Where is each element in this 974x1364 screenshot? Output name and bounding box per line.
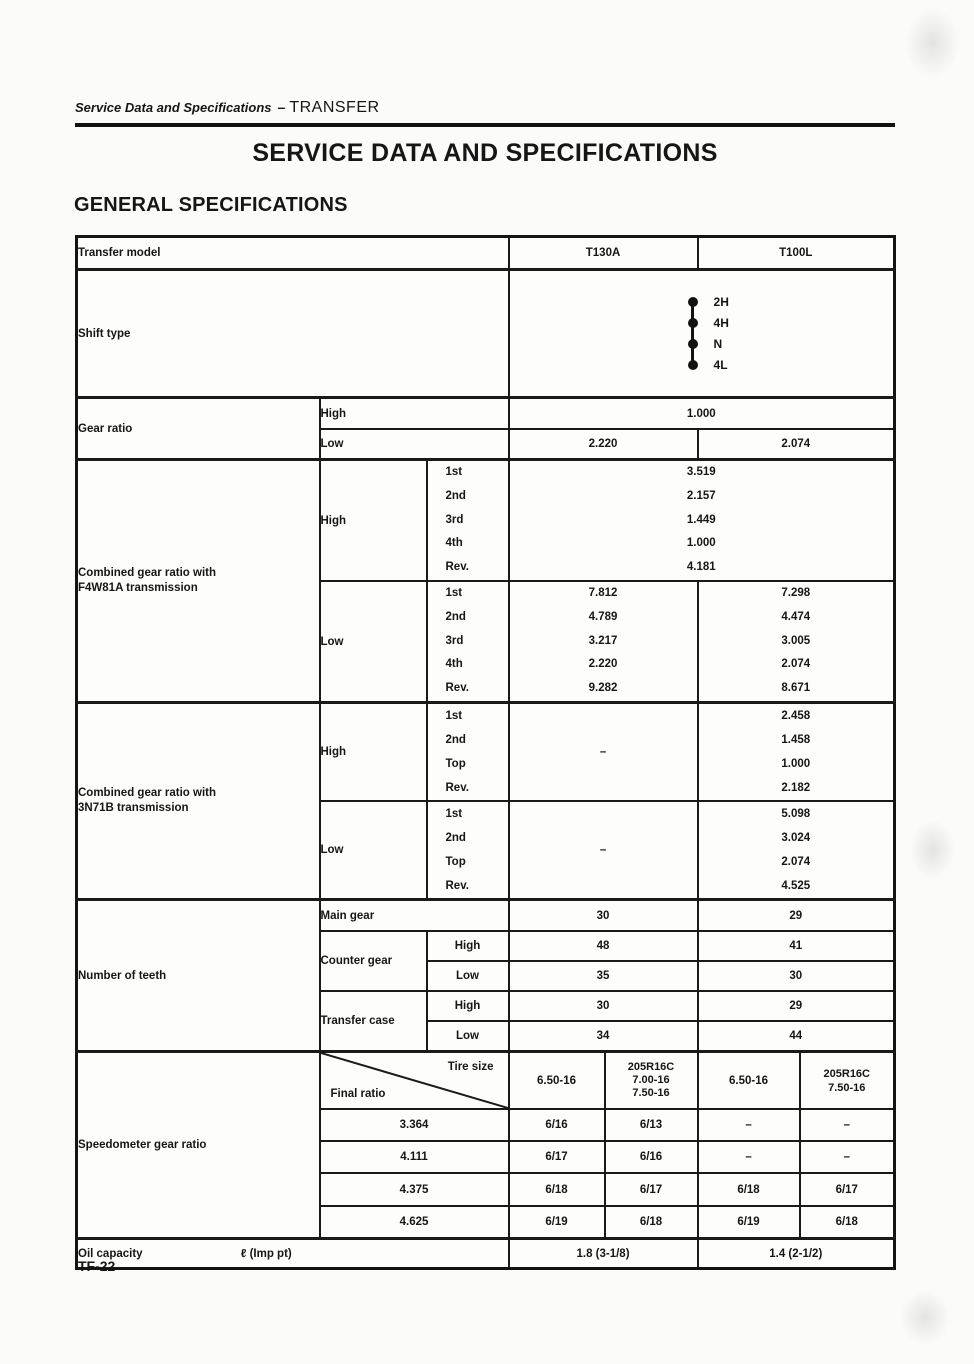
- tire-col-2: 205R16C 7.00-16 7.50-16: [605, 1052, 698, 1110]
- c3n71b-low-gears: 1st 2nd Top Rev.: [427, 801, 509, 900]
- f4w81a-low-t130a-values: 7.812 4.789 3.217 2.220 9.282: [509, 581, 698, 703]
- shift-dot-icon: [688, 360, 698, 370]
- shift-type-label: Shift type: [77, 270, 509, 398]
- shift-dot-icon: [688, 297, 698, 307]
- counter-high-t130a: 48: [509, 931, 698, 961]
- speedo-value: 6/19: [509, 1206, 605, 1239]
- f4w81a-high-label: High: [320, 460, 427, 582]
- shift-position-label: N: [713, 337, 723, 351]
- gear-ratio-low-t100l: 2.074: [698, 429, 895, 460]
- gear-ratio-high-label: High: [320, 398, 509, 430]
- f4w81a-high-gears: 1st 2nd 3rd 4th Rev.: [427, 460, 509, 582]
- f4w81a-low-t100l-values: 7.298 4.474 3.005 2.074 8.671: [698, 581, 895, 703]
- page-number: TF-22: [78, 1258, 116, 1274]
- gear-ratio-label: Gear ratio: [77, 398, 320, 460]
- f4w81a-label-line2: F4W81A transmission: [78, 582, 198, 594]
- final-ratio-label: Final ratio: [330, 1088, 386, 1100]
- page-title: SERVICE DATA AND SPECIFICATIONS: [252, 139, 718, 167]
- final-ratio-value: 4.625: [320, 1206, 509, 1239]
- oil-capacity-unit: ℓ (Imp pt): [240, 1247, 292, 1260]
- f4w81a-high-values: 3.519 2.157 1.449 1.000 4.181: [509, 460, 895, 582]
- shift-position-label: 2H: [713, 295, 729, 309]
- counter-high-t100l: 41: [698, 931, 895, 961]
- scan-artifact: [900, 1290, 950, 1345]
- tire-col-3: 6.50-16: [698, 1052, 800, 1110]
- transfer-model-label: Transfer model: [77, 237, 509, 270]
- counter-low-t130a: 35: [509, 961, 698, 991]
- main-gear-t130a: 30: [509, 900, 698, 932]
- oil-t100l: 1.4 (2-1/2): [698, 1239, 895, 1269]
- model-t130a: T130A: [509, 237, 698, 270]
- breadcrumb-section: TRANSFER: [289, 99, 380, 116]
- main-gear-label: Main gear: [320, 900, 509, 932]
- speedometer-gear-ratio-label: Speedometer gear ratio: [77, 1052, 320, 1239]
- c3n71b-low-label: Low: [320, 801, 427, 900]
- c3n71b-label-line2: 3N71B transmission: [78, 802, 189, 814]
- speedo-value: –: [698, 1109, 800, 1141]
- counter-low-label: Low: [427, 961, 509, 991]
- final-ratio-value: 4.111: [320, 1141, 509, 1173]
- case-high-t130a: 30: [509, 991, 698, 1021]
- case-high-label: High: [427, 991, 509, 1021]
- speedo-value: 6/17: [800, 1173, 895, 1206]
- speedo-value: 6/19: [698, 1206, 800, 1239]
- f4w81a-label-line1: Combined gear ratio with: [78, 567, 217, 579]
- header-rule: [75, 123, 895, 127]
- c3n71b-high-t100l-values: 2.458 1.458 1.000 2.182: [698, 703, 895, 802]
- counter-high-label: High: [427, 931, 509, 961]
- tire-col-4: 205R16C 7.50-16: [800, 1052, 895, 1110]
- speedo-value: 6/18: [509, 1173, 605, 1206]
- c3n71b-low-t130a-dash: –: [509, 801, 698, 900]
- table-row: [77, 1052, 895, 1110]
- tire-size-final-ratio-header: [320, 1052, 509, 1110]
- shift-position-label: 4L: [713, 358, 728, 372]
- final-ratio-value: 3.364: [320, 1109, 509, 1141]
- table-row: [77, 703, 895, 802]
- shift-dot-icon: [688, 318, 698, 328]
- tire-col-1: 6.50-16: [509, 1052, 605, 1110]
- gear-ratio-low-t130a: 2.220: [509, 429, 698, 460]
- breadcrumb-chapter: Service Data and Specifications: [75, 100, 272, 115]
- c3n71b-label-line1: Combined gear ratio with: [78, 787, 217, 799]
- transfer-case-label: Transfer case: [320, 991, 427, 1052]
- c3n71b-high-t130a-dash: –: [509, 703, 698, 802]
- counter-low-t100l: 30: [698, 961, 895, 991]
- speedo-value: –: [800, 1141, 895, 1173]
- speedo-value: 6/17: [605, 1173, 698, 1206]
- tire-size-label: Tire size: [447, 1061, 494, 1073]
- table-row: [77, 1239, 895, 1269]
- section-heading: GENERAL SPECIFICATIONS: [74, 194, 348, 216]
- speedo-value: 6/16: [605, 1141, 698, 1173]
- oil-t130a: 1.8 (3-1/8): [509, 1239, 698, 1269]
- table-row: [77, 460, 895, 582]
- gear-ratio-low-label: Low: [320, 429, 509, 460]
- shift-stop: [688, 355, 758, 376]
- speedo-value: –: [800, 1109, 895, 1141]
- speedo-value: 6/18: [605, 1206, 698, 1239]
- f4w81a-low-gears: 1st 2nd 3rd 4th Rev.: [427, 581, 509, 703]
- case-high-t100l: 29: [698, 991, 895, 1021]
- shift-position-label: 4H: [713, 316, 729, 330]
- shift-stop: [688, 334, 758, 355]
- c3n71b-label: [77, 703, 320, 900]
- breadcrumb: [75, 99, 380, 117]
- c3n71b-high-gears: 1st 2nd Top Rev.: [427, 703, 509, 802]
- breadcrumb-separator: –: [277, 99, 286, 115]
- speedo-value: 6/17: [509, 1141, 605, 1173]
- table-row: [77, 398, 895, 430]
- speedo-value: 6/13: [605, 1109, 698, 1141]
- c3n71b-high-label: High: [320, 703, 427, 802]
- shift-stop: [688, 313, 758, 334]
- f4w81a-label: [77, 460, 320, 703]
- c3n71b-low-t100l-values: 5.098 3.024 2.074 4.525: [698, 801, 895, 900]
- counter-gear-label: Counter gear: [320, 931, 427, 991]
- model-t100l: T100L: [698, 237, 895, 270]
- case-low-label: Low: [427, 1021, 509, 1052]
- final-ratio-value: 4.375: [320, 1173, 509, 1206]
- shift-stop: [688, 292, 758, 313]
- main-gear-t100l: 29: [698, 900, 895, 932]
- speedo-value: 6/18: [800, 1206, 895, 1239]
- number-of-teeth-label: Number of teeth: [77, 900, 320, 1052]
- table-row: [77, 237, 895, 270]
- general-specifications-table: [75, 235, 896, 1270]
- oil-capacity-cell: [77, 1239, 509, 1269]
- case-low-t100l: 44: [698, 1021, 895, 1052]
- shift-pattern-cell: [509, 270, 895, 398]
- scan-artifact: [910, 820, 955, 880]
- table-row: [77, 270, 895, 398]
- speedo-value: 6/18: [698, 1173, 800, 1206]
- table-row: [77, 900, 895, 932]
- speedo-value: 6/16: [509, 1109, 605, 1141]
- scan-artifact: [905, 8, 960, 78]
- oil-capacity-label: Oil capacity: [78, 1247, 143, 1260]
- f4w81a-low-label: Low: [320, 581, 427, 703]
- shift-pattern-diagram: [688, 292, 758, 376]
- case-low-t130a: 34: [509, 1021, 698, 1052]
- shift-dot-icon: [688, 339, 698, 349]
- gear-ratio-high-value: 1.000: [509, 398, 895, 430]
- speedo-value: –: [698, 1141, 800, 1173]
